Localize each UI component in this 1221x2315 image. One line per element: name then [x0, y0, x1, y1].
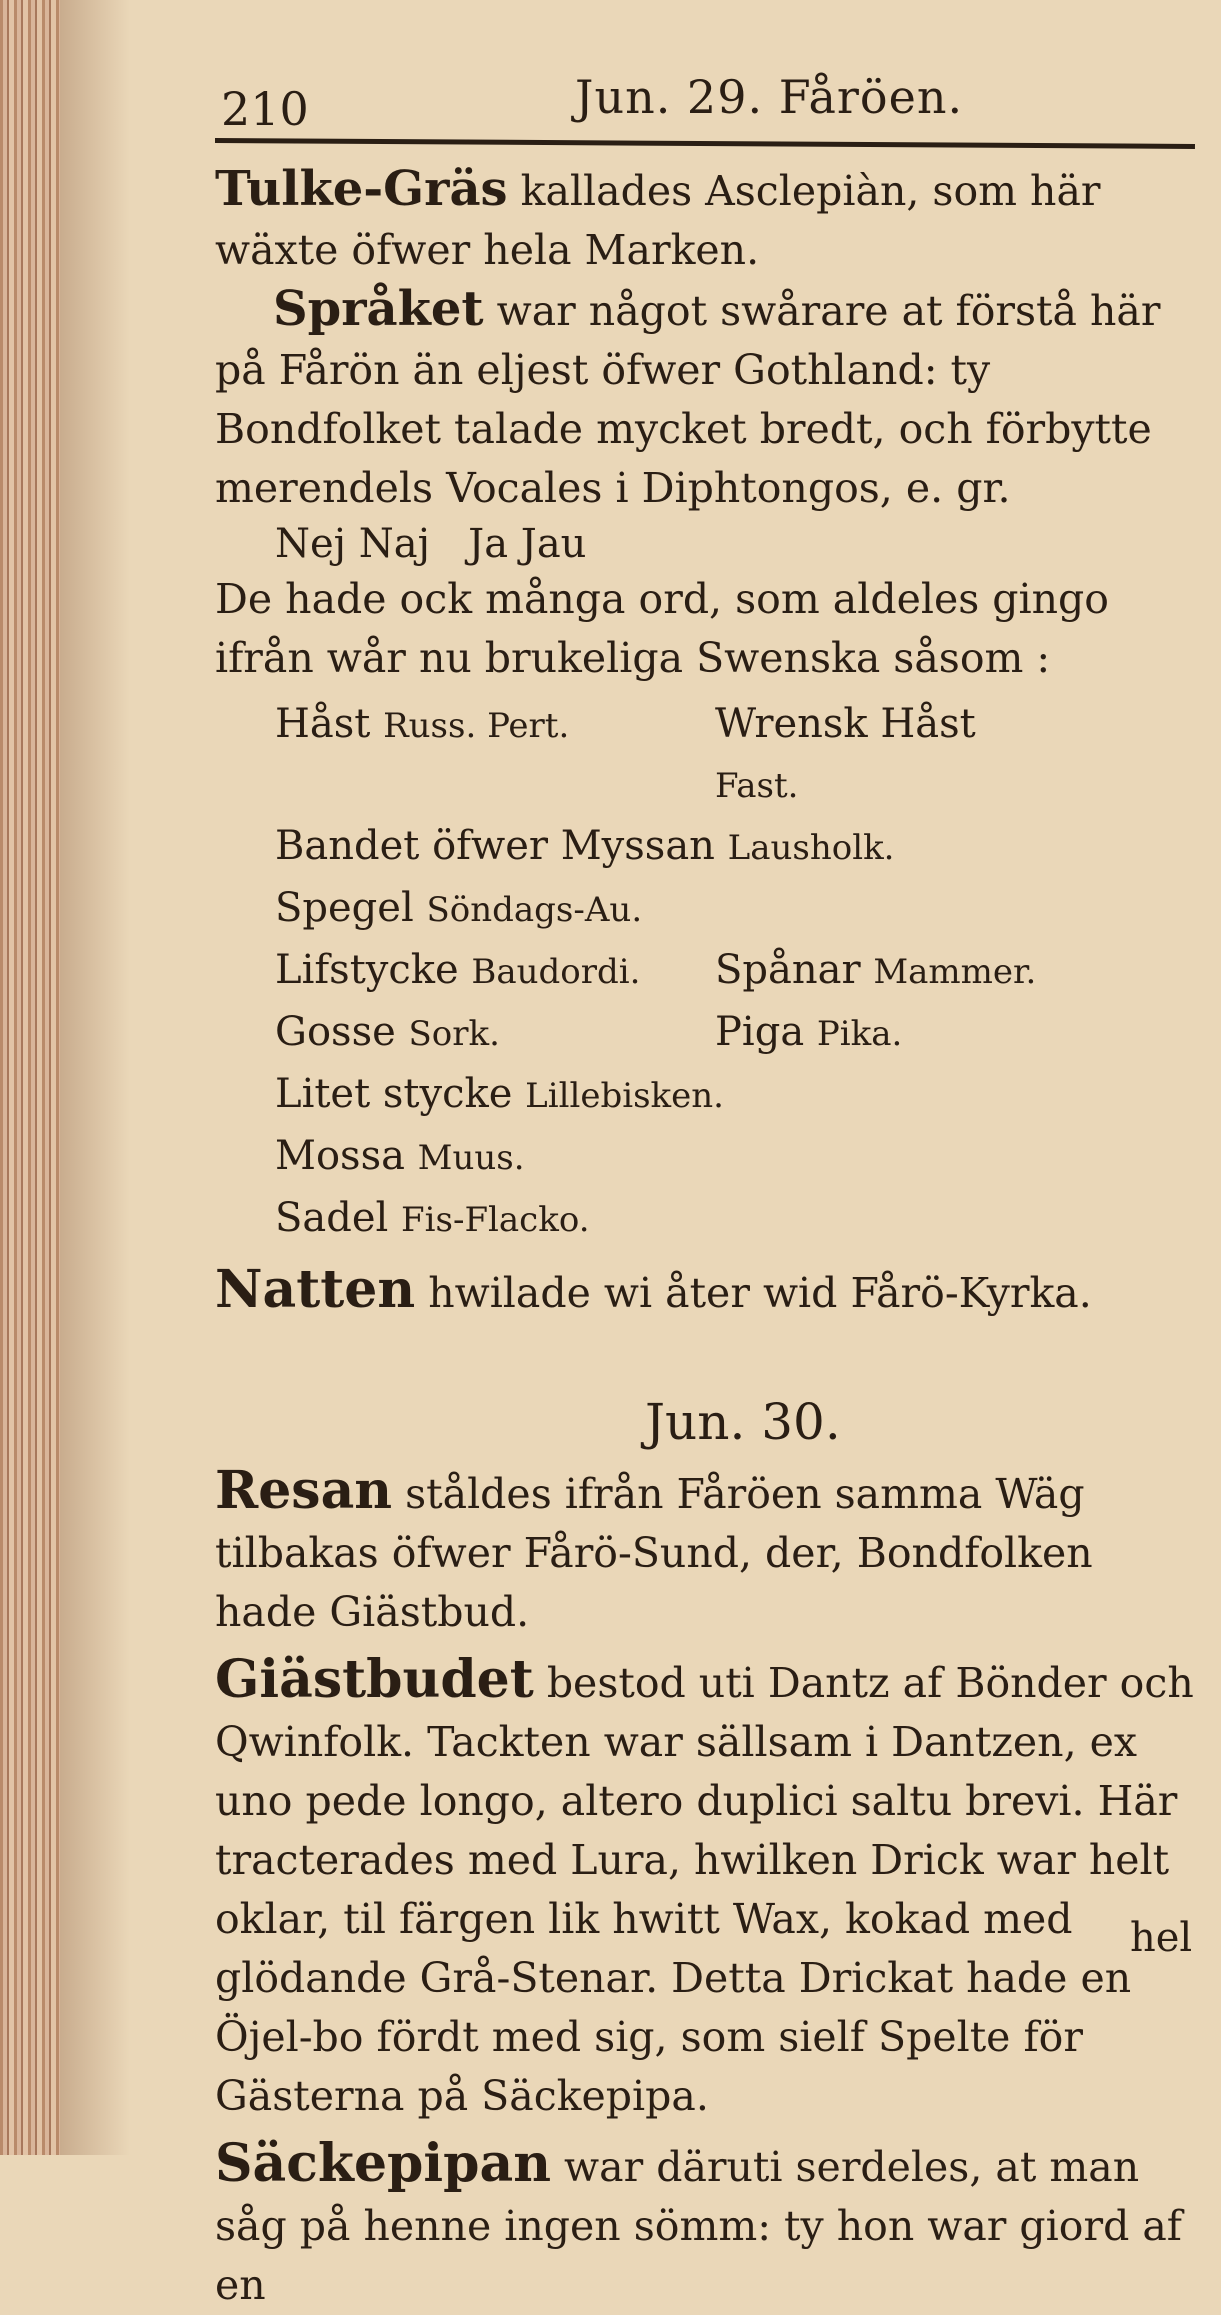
lead-word: Språket [273, 281, 484, 337]
glossary-word: Gosse Sork. [275, 1009, 500, 1055]
lead-word: Tulke-Gräs [215, 161, 508, 217]
glossary-word-2: Piga Pika. [715, 1009, 903, 1055]
lead-word: Säckepipan [215, 2133, 551, 2194]
book-gutter [0, 0, 60, 2155]
lead-word: Natten [215, 1259, 416, 1320]
gutter-shadow [60, 0, 130, 2155]
paragraph-text: ståldes ifrån Fåröen samma Wäg tilbakas öfwer Fårö-Sund, der, Bondfolken hade Giästbud. [215, 1470, 1093, 1636]
glossary-word: Mossa Muus. [275, 1133, 525, 1179]
body-text [215, 160, 1195, 2315]
glossary-row [275, 1126, 1045, 1188]
glossary-row [275, 1188, 1045, 1250]
paragraph-spraket [215, 280, 1195, 518]
glossary-row [275, 940, 1045, 1002]
glossary-word: Spegel Söndags-Au. [275, 885, 643, 931]
glossary-row [275, 694, 1045, 816]
paragraph-natten [215, 1260, 1195, 1323]
paragraph-text: bestod uti Dantz af Bönder och Qwinfolk. Tackten war sällsam i Dantzen, ex uno pede longo, altero duplici saltu brevi. Här tracterades med Lura, hwilken Drick war helt oklar, til färgen lik hwitt Wax, kokad med glödande Grå-Stenar. Detta Drickat hade en Öjel-bo fördt med sig, som sielf Spelte för Gästerna på Säckepipa. [215, 1659, 1194, 2120]
paragraph-text: hwilade wi åter wid Fårö-Kyrka. [415, 1269, 1092, 1317]
glossary-word: Håst Russ. Pert. [275, 701, 570, 747]
page-header [215, 60, 1200, 136]
catchword: hel [1130, 1915, 1193, 1961]
glossary-word: Sadel Fis-Flacko. [275, 1195, 590, 1241]
glossary-word: Litet stycke Lillebisken. [275, 1071, 724, 1117]
book-page [215, 60, 1200, 2309]
glossary-row [275, 878, 1045, 940]
glossary-row [275, 816, 1045, 878]
header-rule [215, 138, 1195, 149]
glossary-word-2: Wrensk Håst Fast. [715, 701, 976, 806]
page-number: 210 [221, 82, 309, 136]
paragraph-giastbudet [215, 1650, 1195, 2126]
date-heading: Jun. 30. [645, 1393, 841, 1451]
paragraph-resan [215, 1461, 1195, 1642]
glossary-table [275, 694, 1045, 1250]
paragraph-tulke-gras [215, 160, 1195, 280]
glossary-word: Lifstycke Baudordi. [275, 947, 641, 993]
paragraph-text: kallades Asclepiàn, som här wäxte öfwer hela Marken. [215, 167, 1101, 274]
lead-word: Giästbudet [215, 1649, 534, 1710]
paragraph-words: De hade ock många ord, som aldeles gingo ifrån wår nu brukeliga Swenska såsom : [215, 575, 1109, 682]
paragraph-sackepipan [215, 2134, 1195, 2315]
lead-word: Resan [215, 1460, 393, 1521]
running-head: Jun. 29. Fåröen. [575, 70, 964, 124]
glossary-row [275, 1064, 1045, 1126]
diphthong-examples: Nej Naj Ja Jau [275, 521, 587, 567]
glossary-row [275, 1002, 1045, 1064]
paragraph-text: war däruti serdeles, at man såg på henne ingen sömm: ty hon war giord af en [215, 2143, 1182, 2309]
paragraph-text: war något swårare at förstå här på Fårön än eljest öfwer Gothland: ty Bondfolket talade mycket bredt, och förbytte merendels Vocales i Diphtongos, e. gr. [215, 287, 1161, 512]
glossary-word: Bandet öfwer Myssan Lausholk. [275, 823, 895, 869]
glossary-word-2: Spånar Mammer. [715, 947, 1037, 993]
